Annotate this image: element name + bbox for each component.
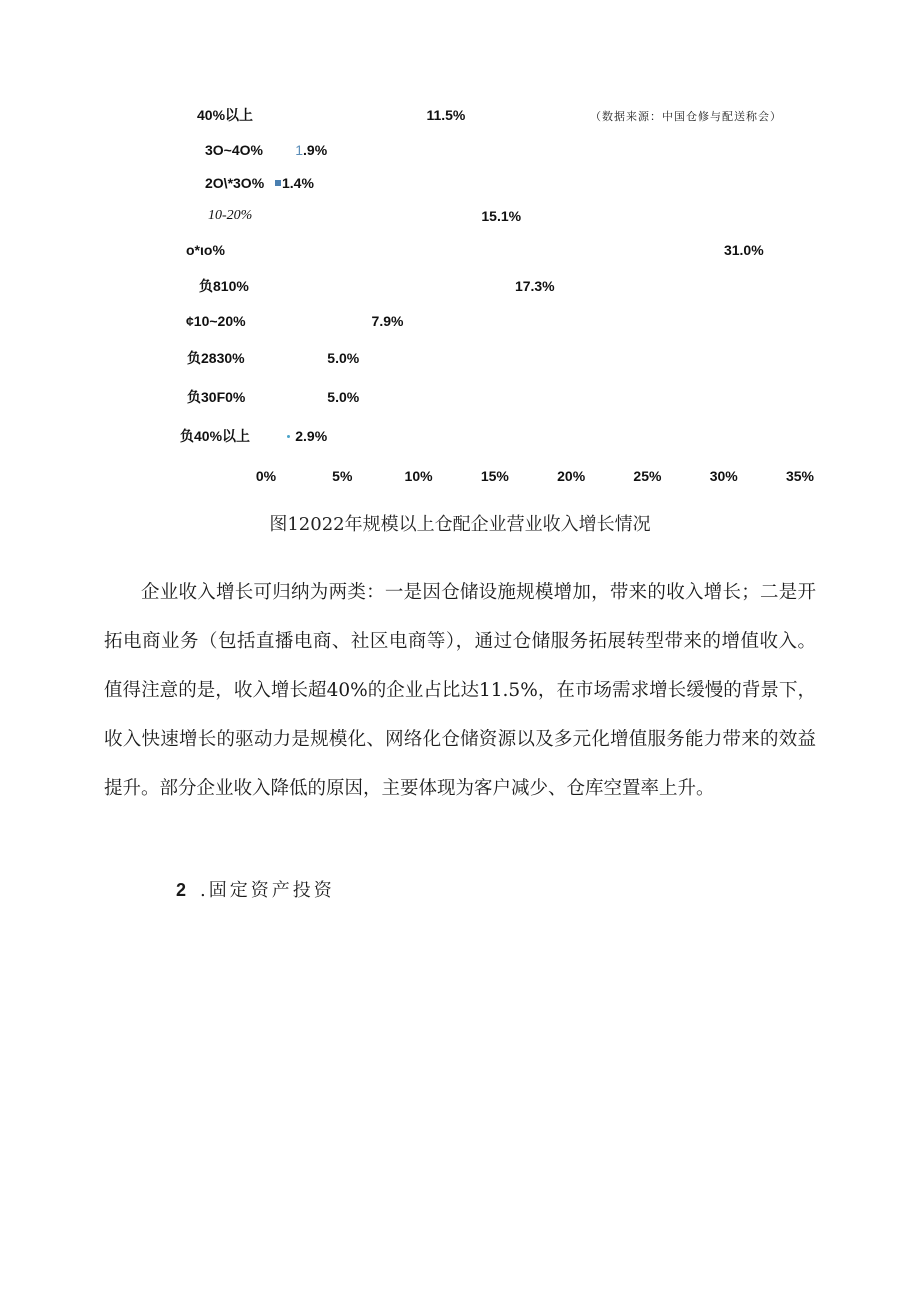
x-tick-label: 35% bbox=[785, 468, 815, 484]
category-label: o*ιo% bbox=[186, 242, 225, 258]
category-label: ¢10~20% bbox=[186, 313, 246, 329]
x-tick-label: 5% bbox=[332, 468, 353, 484]
category-label: 负2830% bbox=[187, 350, 245, 366]
value-label: 31.0% bbox=[723, 242, 764, 258]
x-tick-label: 0% bbox=[255, 468, 277, 484]
category-label: 负40%以上 bbox=[180, 428, 251, 444]
value-label: 5.0% bbox=[327, 389, 360, 405]
category-label: 40%以上 bbox=[197, 107, 254, 123]
data-source-note: （数据来源：中国仓修与配送称会） bbox=[590, 110, 782, 123]
x-tick-label: 30% bbox=[709, 468, 738, 484]
x-tick-label: 15% bbox=[480, 468, 509, 484]
value-label: 2.9% bbox=[295, 428, 328, 444]
value-label: 1.9% bbox=[295, 142, 328, 158]
x-tick-label: 20% bbox=[557, 468, 586, 484]
value-label: 11.5% bbox=[426, 107, 466, 123]
value-label: 5.0% bbox=[327, 350, 360, 366]
x-tick-label: 10% bbox=[404, 468, 433, 484]
bar-mark bbox=[275, 180, 281, 186]
value-label: 15.1% bbox=[481, 208, 522, 224]
body-paragraph: 企业收入增长可归纳为两类：一是因仓储设施规模增加，带来的收入增长；二是开拓电商业务（包括直播电商、社区电商等），通过仓储服务拓展转型带来的增值收入。值得注意的是，收入增长超40%的企业占比达11.5%，在市场需求增长缓慢的背景下，收入快速增长的驱动力是规模化、网络化仓储资源以及多元化增值服务能力带来的效益提升。部分企业收入降低的原因，主要体现为客户减少、仓库空置率上升。 bbox=[104, 582, 816, 799]
revenue-growth-chart bbox=[0, 0, 920, 500]
value-label: 1.4% bbox=[282, 175, 314, 191]
figure-caption: 图12022年规模以上仓配企业营业收入增长情况 bbox=[269, 514, 651, 535]
bar-mark: 1 bbox=[295, 142, 304, 158]
category-label: 10-20% bbox=[208, 208, 253, 223]
section-title: .固定资产投资 bbox=[200, 880, 335, 901]
bar-mark bbox=[287, 435, 290, 438]
value-label: 7.9% bbox=[371, 313, 404, 329]
value-label: 17.3% bbox=[514, 278, 555, 294]
category-label: 负30F0% bbox=[187, 389, 246, 405]
category-label: 3O~4O% bbox=[205, 142, 263, 158]
section-number: 2 bbox=[176, 880, 187, 900]
x-tick-label: 25% bbox=[633, 468, 662, 484]
category-label: 负810% bbox=[199, 278, 249, 294]
section-heading bbox=[176, 876, 335, 902]
category-label: 2O\*3O% bbox=[205, 175, 265, 191]
